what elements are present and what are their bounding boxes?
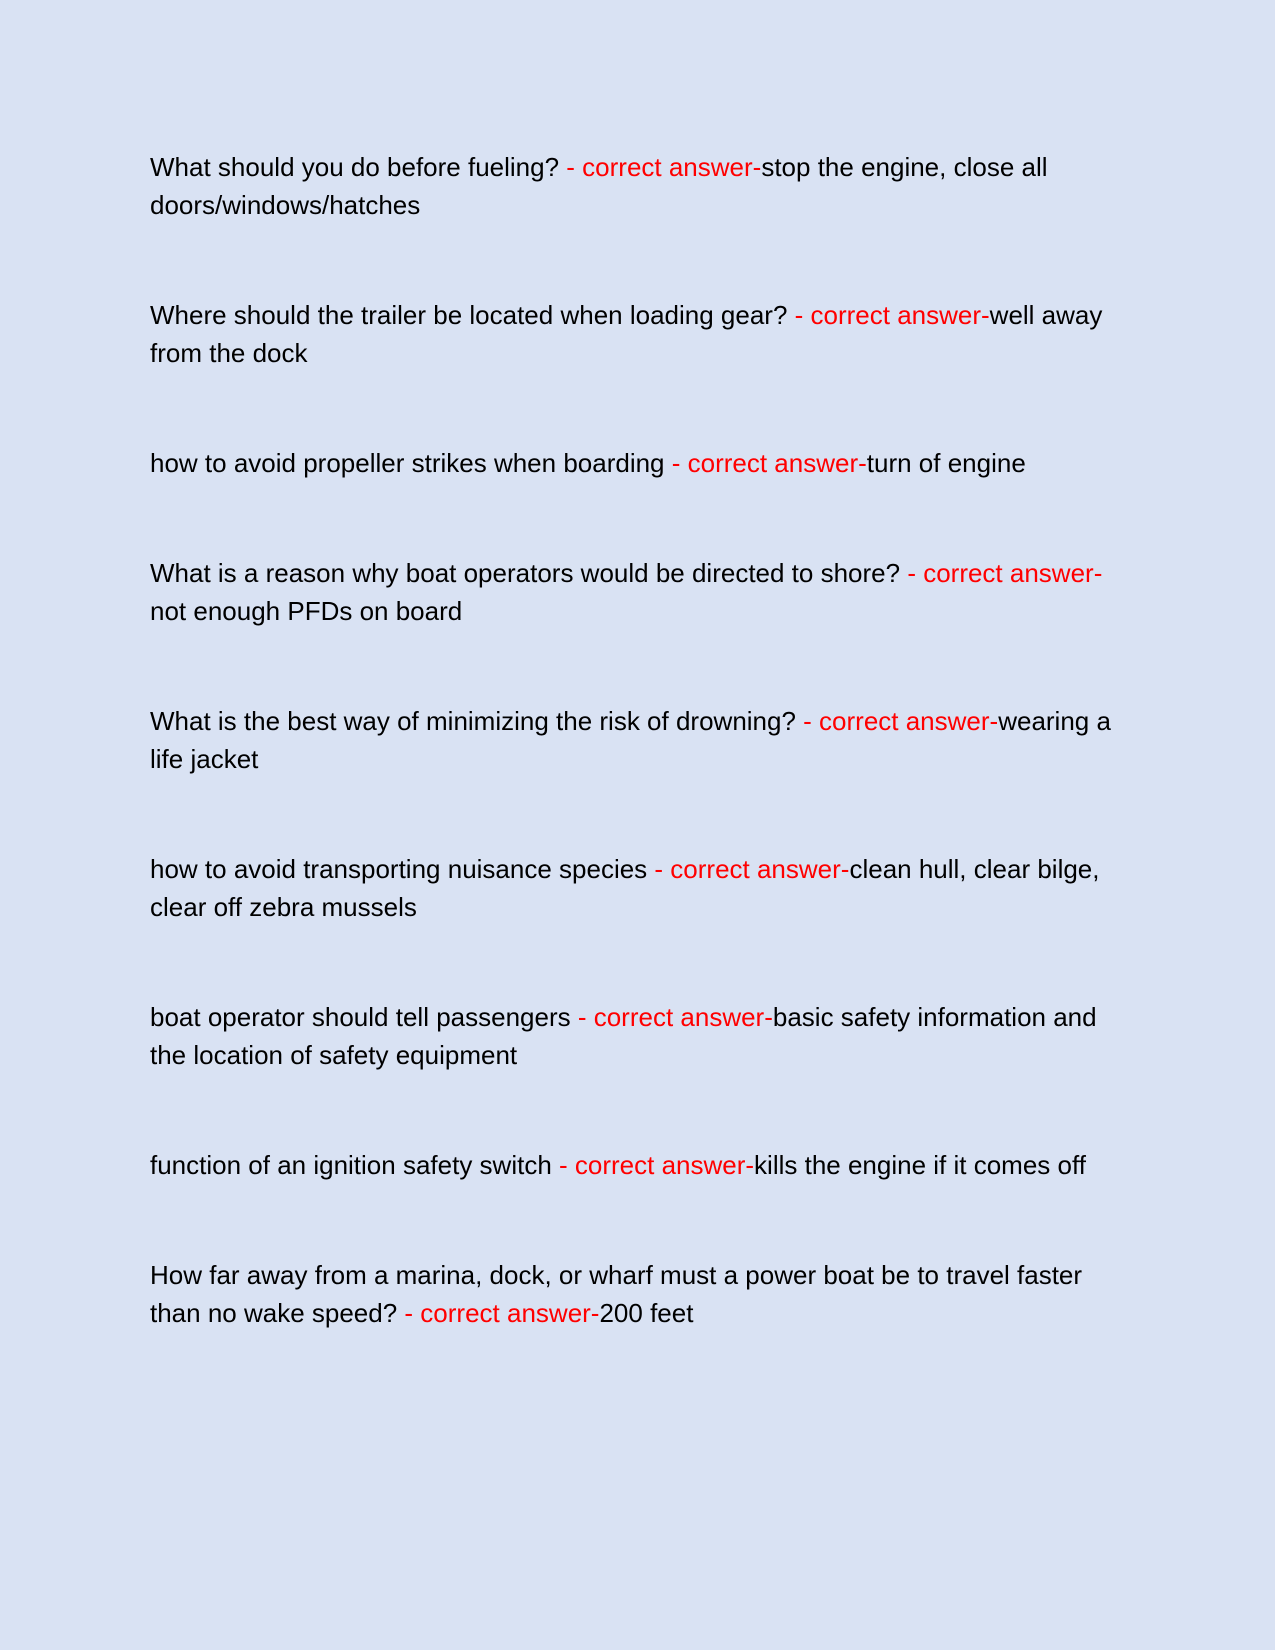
answer-text: not enough PFDs on board	[150, 596, 463, 626]
question-text: how to avoid propeller strikes when boarding	[150, 448, 665, 478]
correct-answer-separator: - correct answer-	[900, 558, 1103, 588]
question-text: function of an ignition safety switch	[150, 1150, 552, 1180]
correct-answer-separator: - correct answer-	[787, 300, 990, 330]
qa-list	[150, 148, 1130, 1404]
correct-answer-separator: - correct answer-	[647, 854, 850, 884]
qa-item	[150, 850, 1130, 926]
question-text: Where should the trailer be located when loading gear?	[150, 300, 788, 330]
question-text: How far away from a marina, dock, or wharf must a power boat be to travel faster than no wake speed?	[150, 1260, 1083, 1328]
question-text: What is the best way of minimizing the risk of drowning?	[150, 706, 796, 736]
qa-item	[150, 998, 1130, 1074]
question-text: What is a reason why boat operators would be directed to shore?	[150, 558, 901, 588]
qa-item	[150, 702, 1130, 778]
qa-item	[150, 1146, 1130, 1184]
answer-text: well away from the dock	[150, 300, 1103, 368]
correct-answer-separator: - correct answer-	[664, 448, 867, 478]
question-text: how to avoid transporting nuisance species	[150, 854, 648, 884]
correct-answer-separator: - correct answer-	[559, 152, 762, 182]
qa-item	[150, 148, 1130, 224]
answer-text: 200 feet	[599, 1298, 694, 1328]
answer-text: basic safety information and the location of safety equipment	[150, 1002, 1097, 1070]
qa-item	[150, 554, 1130, 630]
qa-item	[150, 296, 1130, 372]
question-text: What should you do before fueling?	[150, 152, 560, 182]
answer-text: turn of engine	[866, 448, 1026, 478]
correct-answer-separator: - correct answer-	[551, 1150, 755, 1180]
answer-text: clean hull, clear bilge, clear off zebra mussels	[150, 854, 1100, 922]
correct-answer-separator: - correct answer-	[795, 706, 999, 736]
qa-item	[150, 444, 1130, 482]
answer-text: kills the engine if it comes off	[754, 1150, 1086, 1180]
correct-answer-separator: - correct answer-	[397, 1298, 600, 1328]
answer-text: wearing a life jacket	[150, 706, 1111, 774]
correct-answer-separator: - correct answer-	[570, 1002, 773, 1032]
qa-item	[150, 1256, 1130, 1332]
question-text: boat operator should tell passengers	[150, 1002, 571, 1032]
answer-text: stop the engine, close all doors/windows/hatches	[150, 152, 1048, 220]
